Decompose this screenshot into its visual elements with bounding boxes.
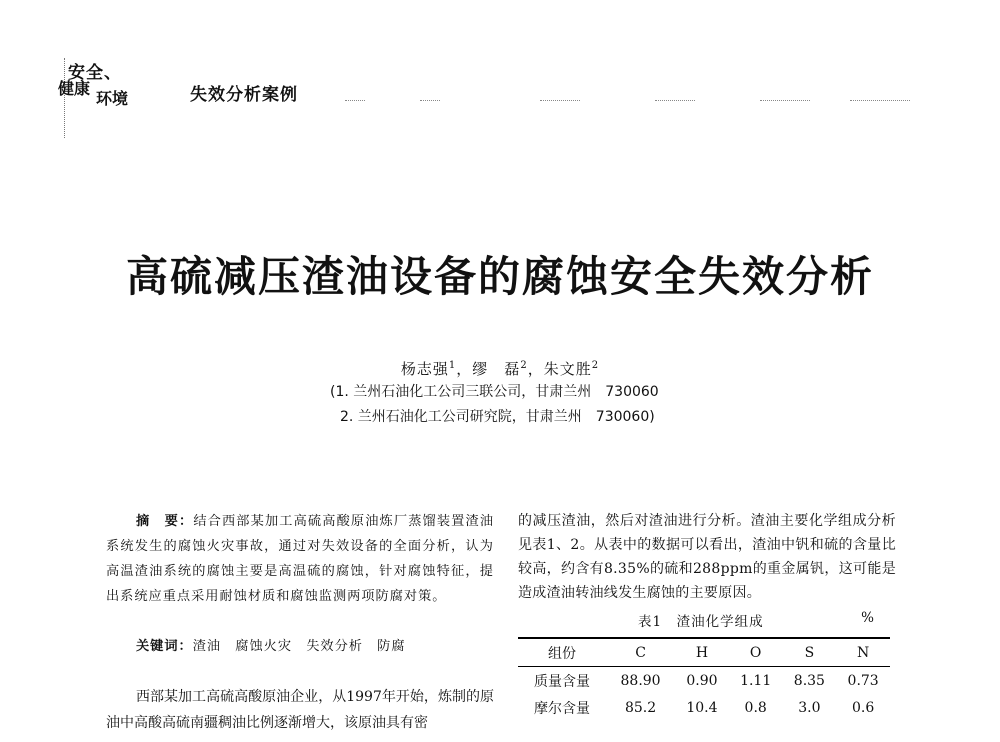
intro-text: 西部某加工高硫高酸原油企业，从1997年开始，炼制的原油中高酸高硫南疆稠油比例逐渐增大，该原油具有密 [106, 689, 494, 731]
header-dots [420, 100, 440, 101]
keywords [136, 635, 406, 654]
table-unit: % [861, 610, 874, 626]
table-cell: 3.0 [798, 699, 821, 716]
journal-brand [58, 56, 168, 110]
table-cell: 0.8 [744, 699, 767, 716]
brand-line-3: 环境 [96, 89, 129, 108]
table-title: 表1 渣油化学组成 [638, 614, 764, 630]
header-dots [655, 100, 695, 101]
header-dots [850, 100, 910, 101]
keywords-label: 关键词： [136, 639, 193, 654]
abstract-text: 结合西部某加工高硫高酸原油炼厂蒸馏装置渣油系统发生的腐蚀火灾事故，通过对失效设备的全面分析，认为高温渣油系统的腐蚀主要是高温硫的腐蚀，针对腐蚀特征，提出系统应重点采用耐蚀材质和腐蚀监测两项防腐对策。 [106, 514, 495, 604]
table-cell: 1.11 [740, 672, 772, 689]
table-header-cell: S [783, 638, 837, 667]
table-header-cell: C [606, 638, 675, 667]
affiliation-2: 2. 兰州石油化工公司研究院，甘肃兰州 730060) [340, 409, 655, 425]
author-name: 朱文胜 [543, 360, 592, 378]
table-cell: 质量含量 [534, 673, 590, 690]
brand-line-2: 健康 [58, 79, 91, 98]
keywords-text: 渣油 腐蚀火灾 失效分析 防腐 [192, 639, 406, 654]
author-name: 缪 磊 [472, 360, 521, 378]
header-dots [540, 100, 580, 101]
author-list: 杨志强$^1$，缪 磊$^2$，朱文胜$^2$ [400, 360, 600, 378]
author-affiliation-mark: 2 [591, 360, 600, 371]
abstract-label: 摘 要： [136, 514, 194, 529]
intro-paragraph [106, 684, 494, 736]
affiliation-1: (1. 兰州石油化工公司三联公司，甘肃兰州 730060 [330, 384, 659, 400]
section-label: 失效分析案例 [190, 85, 298, 105]
table-cell: 85.2 [624, 699, 657, 716]
composition-table [518, 637, 890, 721]
table-row [518, 694, 890, 721]
author-affiliation-mark: 2 [520, 360, 528, 371]
table-cell: 0.73 [847, 672, 879, 689]
table-cell: 0.6 [851, 699, 875, 716]
table-header-cell: H [675, 638, 729, 667]
table-header-cell: O [729, 638, 783, 667]
brand-line-1: 安全、 [68, 63, 122, 83]
table-header-cell: N [836, 638, 890, 667]
abstract [106, 509, 494, 609]
header-dots [345, 100, 365, 101]
author-name: 杨志强 [400, 360, 449, 378]
table-cell: 10.4 [686, 699, 718, 716]
table-cell: 0.90 [686, 672, 718, 689]
table-header-cell: 组份 [518, 638, 606, 667]
table-header-row [518, 638, 890, 667]
author-affiliation-mark: 1 [448, 360, 457, 371]
header-dots [760, 100, 810, 101]
table-cell: 88.90 [620, 672, 661, 689]
table-row [518, 667, 890, 695]
article-title: 高硫减压渣油设备的腐蚀安全失效分析 [125, 252, 874, 301]
body-text-right: 的减压渣油，然后对渣油进行分析。渣油主要化学组成分析见表1、2。从表中的数据可以看出，渣油中钒和硫的含量比较高，约含有8.35%的硫和288ppm的重金属钒，这可能是造成渣油转油线发生腐蚀的主要原因。 [518, 513, 896, 601]
table-cell: 摩尔含量 [534, 700, 590, 717]
table-cell: 8.35 [793, 672, 825, 689]
